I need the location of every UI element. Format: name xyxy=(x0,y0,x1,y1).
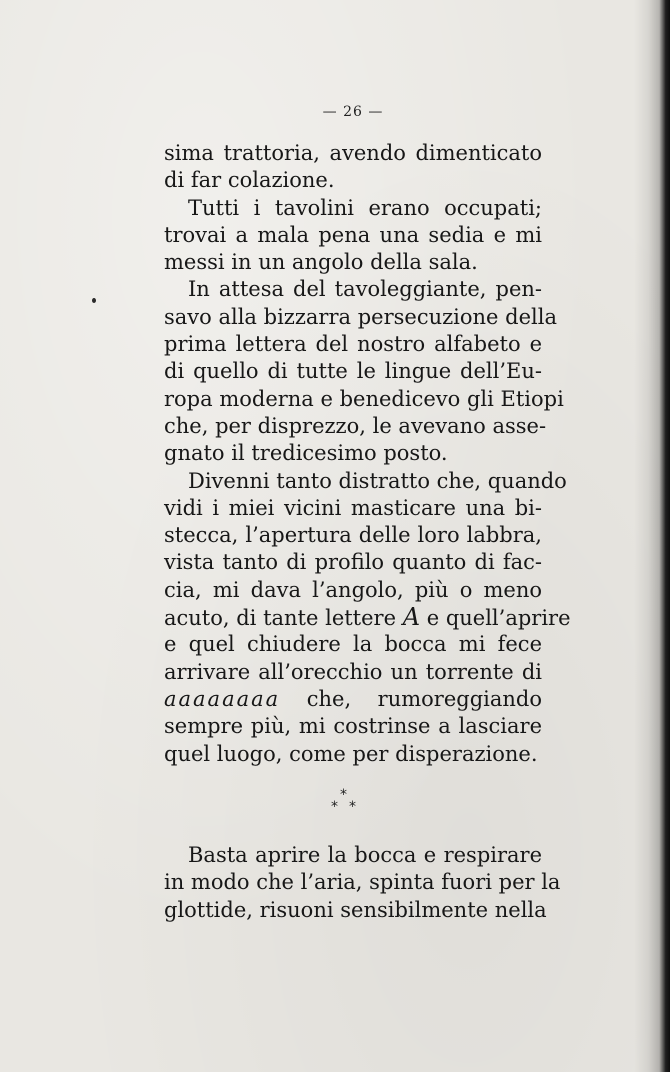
italic-letter-a: A xyxy=(402,603,421,632)
text-line: vidi i miei vicini masticare una bi- xyxy=(164,495,542,520)
text-line xyxy=(164,603,571,632)
text-line: quel luogo, come per disperazione. xyxy=(164,741,538,766)
page-edge-shadow xyxy=(634,0,670,1072)
text-line: arrivare all’orecchio un torrente di xyxy=(164,659,542,684)
text-fragment: e quell’aprire xyxy=(420,606,571,631)
text-line: di far colazione. xyxy=(164,168,335,193)
text-line: di quello di tutte le lingue dell’Eu- xyxy=(164,359,542,384)
text-fragment: che, rumoreggiando xyxy=(280,686,542,711)
text-line: glottide, risuoni sensibilmente nella xyxy=(164,897,547,922)
body-text-section-2 xyxy=(164,842,561,924)
text-fragment: acuto, di tante lettere xyxy=(164,606,403,631)
text-line: prima lettera del nostro alfabeto e xyxy=(164,332,542,357)
text-line: ropa moderna e benedicevo gli Etiopi xyxy=(164,386,564,411)
text-line: Basta aprire la bocca e respirare xyxy=(188,843,542,867)
body-text-section-1 xyxy=(164,140,571,768)
asterisk: * xyxy=(340,787,347,803)
text-line: sempre più, mi costrinse a lasciare xyxy=(164,714,542,739)
text-line: In attesa del tavoleggiante, pen- xyxy=(188,277,542,302)
italic-letters-a: aaaaaaaa xyxy=(164,686,281,711)
page-number: — 26 — xyxy=(322,104,384,120)
asterisk: * xyxy=(349,799,356,815)
text-line: vista tanto di profilo quanto di fac- xyxy=(164,550,542,575)
text-line xyxy=(164,686,542,713)
asterism-separator xyxy=(328,788,368,822)
text-line: Divenni tanto distratto che, quando xyxy=(188,468,567,493)
text-line: cia, mi dava l’angolo, più o meno xyxy=(164,577,542,602)
text-line: e quel chiudere la bocca mi fece xyxy=(164,632,542,657)
text-line: che, per disprezzo, le avevano asse- xyxy=(164,413,547,438)
text-line: trovai a mala pena una sedia e mi xyxy=(164,222,542,247)
text-line: messi in un angolo della sala. xyxy=(164,250,478,275)
ink-speck xyxy=(92,298,96,303)
text-line: Tutti i tavolini erano occupati; xyxy=(188,195,542,220)
text-line: savo alla bizzarra persecuzione della xyxy=(164,304,557,329)
text-line: stecca, l’apertura delle loro labbra, xyxy=(164,523,542,548)
text-line: sima trattoria, avendo dimenticato xyxy=(164,141,542,165)
asterisk: * xyxy=(331,799,338,815)
text-line: in modo che l’aria, spinta fuori per la xyxy=(164,870,561,895)
text-line: gnato il tredicesimo posto. xyxy=(164,441,448,466)
